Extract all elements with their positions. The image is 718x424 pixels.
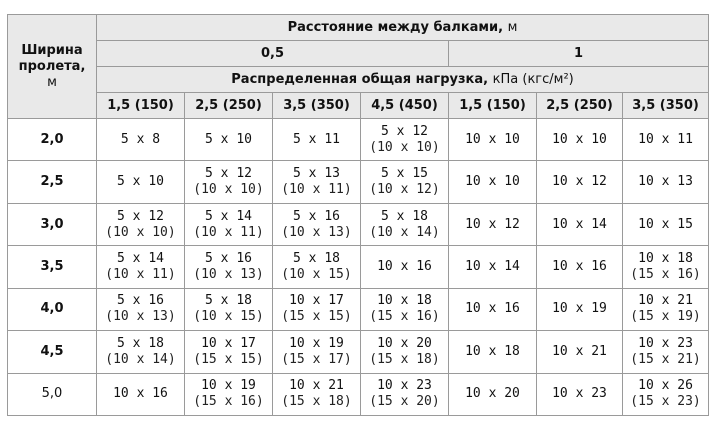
section-size-alt: (10 x 14) <box>369 224 440 240</box>
span-width-header <box>8 15 97 119</box>
section-size: 10 x 18 <box>638 250 693 266</box>
load-header <box>97 67 709 93</box>
section-size: 10 x 23 <box>638 335 693 351</box>
table-row <box>8 331 709 373</box>
section-size-alt: (15 x 18) <box>369 351 440 367</box>
table-row <box>8 161 709 203</box>
section-size: 5 x 10 <box>117 174 164 190</box>
section-size: 5 x 12 <box>117 208 164 224</box>
section-size: 5 x 13 <box>293 166 340 182</box>
span-value: 4,5 <box>8 331 97 373</box>
section-cell <box>97 246 185 288</box>
span-width-label: Ширина пролета, <box>18 42 86 74</box>
section-size: 10 x 11 <box>638 131 693 147</box>
section-cell <box>623 119 709 161</box>
beam-spacing-unit: м <box>507 19 518 35</box>
section-cell <box>185 288 273 330</box>
section-size-alt: (10 x 11) <box>193 224 264 240</box>
table-row <box>8 288 709 330</box>
section-cell <box>273 288 361 330</box>
section-size: 5 x 16 <box>117 293 164 309</box>
section-cell <box>537 246 623 288</box>
section-size: 10 x 23 <box>552 386 607 402</box>
section-size-alt: (10 x 15) <box>193 309 264 325</box>
section-size-alt: (10 x 13) <box>105 309 176 325</box>
section-cell <box>537 203 623 245</box>
section-size: 5 x 12 <box>381 123 428 139</box>
section-size: 10 x 20 <box>377 335 432 351</box>
section-size: 10 x 15 <box>638 216 693 232</box>
section-cell <box>97 373 185 415</box>
section-size-alt: (10 x 12) <box>369 182 440 198</box>
section-size: 10 x 17 <box>289 293 344 309</box>
load-column-header: 1,5 (150) <box>449 93 537 119</box>
section-cell <box>273 373 361 415</box>
section-size: 5 x 16 <box>205 250 252 266</box>
beam-section-table <box>7 14 709 416</box>
beam-spacing-label: Расстояние между балками, <box>287 19 504 35</box>
section-size: 10 x 10 <box>465 174 520 190</box>
span-value: 4,0 <box>8 288 97 330</box>
section-cell <box>185 246 273 288</box>
section-size: 10 x 16 <box>377 258 432 274</box>
section-size: 5 x 18 <box>381 208 428 224</box>
span-width-unit: м <box>47 74 57 90</box>
section-size-alt: (10 x 11) <box>281 182 352 198</box>
section-size-alt: (10 x 14) <box>105 351 176 367</box>
load-column-header: 3,5 (350) <box>273 93 361 119</box>
section-size-alt: (15 x 19) <box>630 309 701 325</box>
section-cell <box>623 203 709 245</box>
load-label: Распределенная общая нагрузка, <box>231 71 489 87</box>
section-size: 10 x 18 <box>377 293 432 309</box>
section-cell <box>361 203 449 245</box>
section-size: 5 x 14 <box>205 208 252 224</box>
section-cell <box>273 119 361 161</box>
section-size: 5 x 15 <box>381 166 428 182</box>
table-row <box>8 246 709 288</box>
section-cell <box>449 288 537 330</box>
section-size-alt: (10 x 13) <box>193 266 264 282</box>
section-cell <box>361 161 449 203</box>
section-cell <box>623 161 709 203</box>
load-column-header: 3,5 (350) <box>623 93 709 119</box>
section-cell <box>449 119 537 161</box>
section-size: 10 x 20 <box>465 386 520 402</box>
section-size-alt: (10 x 11) <box>105 266 176 282</box>
load-column-header: 2,5 (250) <box>185 93 273 119</box>
section-cell <box>623 246 709 288</box>
section-size: 5 x 18 <box>205 293 252 309</box>
span-value: 2,0 <box>8 119 97 161</box>
section-cell <box>97 161 185 203</box>
section-size: 5 x 16 <box>293 208 340 224</box>
span-value: 2,5 <box>8 161 97 203</box>
section-size: 10 x 16 <box>552 258 607 274</box>
load-column-header: 4,5 (450) <box>361 93 449 119</box>
section-cell <box>185 203 273 245</box>
section-size-alt: (15 x 16) <box>630 266 701 282</box>
section-size: 10 x 16 <box>465 301 520 317</box>
section-cell <box>361 288 449 330</box>
section-cell <box>537 119 623 161</box>
load-unit: кПа (кгс/м²) <box>492 71 574 87</box>
table-row <box>8 373 709 415</box>
section-size-alt: (10 x 13) <box>281 224 352 240</box>
section-cell <box>537 288 623 330</box>
section-size: 10 x 21 <box>638 293 693 309</box>
spacing-value-0: 0,5 <box>97 41 449 67</box>
section-size: 10 x 19 <box>289 335 344 351</box>
section-cell <box>97 288 185 330</box>
section-cell <box>273 246 361 288</box>
section-size: 5 x 18 <box>117 335 164 351</box>
section-size-alt: (15 x 20) <box>369 394 440 410</box>
section-size-alt: (15 x 16) <box>369 309 440 325</box>
section-size: 10 x 23 <box>377 378 432 394</box>
section-cell <box>449 331 537 373</box>
section-size: 10 x 19 <box>201 378 256 394</box>
section-size: 10 x 12 <box>465 216 520 232</box>
section-size-alt: (15 x 15) <box>193 351 264 367</box>
section-size-alt: (15 x 18) <box>281 394 352 410</box>
section-cell <box>537 373 623 415</box>
section-size: 10 x 18 <box>465 343 520 359</box>
section-size-alt: (15 x 21) <box>630 351 701 367</box>
section-size-alt: (10 x 10) <box>193 182 264 198</box>
load-column-header: 1,5 (150) <box>97 93 185 119</box>
section-size: 10 x 16 <box>113 386 168 402</box>
section-size-alt: (15 x 23) <box>630 394 701 410</box>
section-size: 10 x 21 <box>289 378 344 394</box>
section-size: 5 x 12 <box>205 166 252 182</box>
section-size: 10 x 19 <box>552 301 607 317</box>
section-cell <box>273 161 361 203</box>
section-size: 5 x 11 <box>293 131 340 147</box>
section-size: 10 x 21 <box>552 343 607 359</box>
section-size: 5 x 10 <box>205 131 252 147</box>
section-cell <box>273 331 361 373</box>
table-row <box>8 119 709 161</box>
section-size: 10 x 14 <box>465 258 520 274</box>
section-cell <box>185 119 273 161</box>
section-cell <box>623 373 709 415</box>
section-cell <box>361 331 449 373</box>
section-size-alt: (10 x 15) <box>281 266 352 282</box>
section-size: 10 x 14 <box>552 216 607 232</box>
section-size: 10 x 12 <box>552 174 607 190</box>
section-size: 10 x 13 <box>638 174 693 190</box>
section-cell <box>97 331 185 373</box>
spacing-value-1: 1 <box>449 41 709 67</box>
section-cell <box>537 331 623 373</box>
section-cell <box>449 373 537 415</box>
section-cell <box>361 119 449 161</box>
section-cell <box>361 373 449 415</box>
section-cell <box>185 161 273 203</box>
section-cell <box>361 246 449 288</box>
section-cell <box>623 331 709 373</box>
section-size: 5 x 18 <box>293 250 340 266</box>
span-value: 3,5 <box>8 246 97 288</box>
section-cell <box>623 288 709 330</box>
section-cell <box>273 203 361 245</box>
load-column-header: 2,5 (250) <box>537 93 623 119</box>
section-cell <box>449 246 537 288</box>
section-size: 5 x 14 <box>117 250 164 266</box>
section-cell <box>97 203 185 245</box>
section-cell <box>449 161 537 203</box>
span-value: 3,0 <box>8 203 97 245</box>
section-cell <box>537 161 623 203</box>
section-cell <box>185 331 273 373</box>
span-value: 5,0 <box>8 373 97 415</box>
section-size-alt: (15 x 15) <box>281 309 352 325</box>
section-size: 10 x 26 <box>638 378 693 394</box>
section-size: 5 x 8 <box>120 131 161 147</box>
section-size-alt: (10 x 10) <box>369 139 440 155</box>
section-size-alt: (15 x 16) <box>193 394 264 410</box>
section-cell <box>449 203 537 245</box>
section-size: 10 x 10 <box>552 131 607 147</box>
section-size-alt: (10 x 10) <box>105 224 176 240</box>
section-size: 10 x 10 <box>465 131 520 147</box>
section-cell <box>97 119 185 161</box>
table-row <box>8 203 709 245</box>
section-size: 10 x 17 <box>201 335 256 351</box>
section-cell <box>185 373 273 415</box>
section-size-alt: (15 x 17) <box>281 351 352 367</box>
beam-section-table-container <box>7 14 708 416</box>
beam-spacing-header <box>97 15 709 41</box>
